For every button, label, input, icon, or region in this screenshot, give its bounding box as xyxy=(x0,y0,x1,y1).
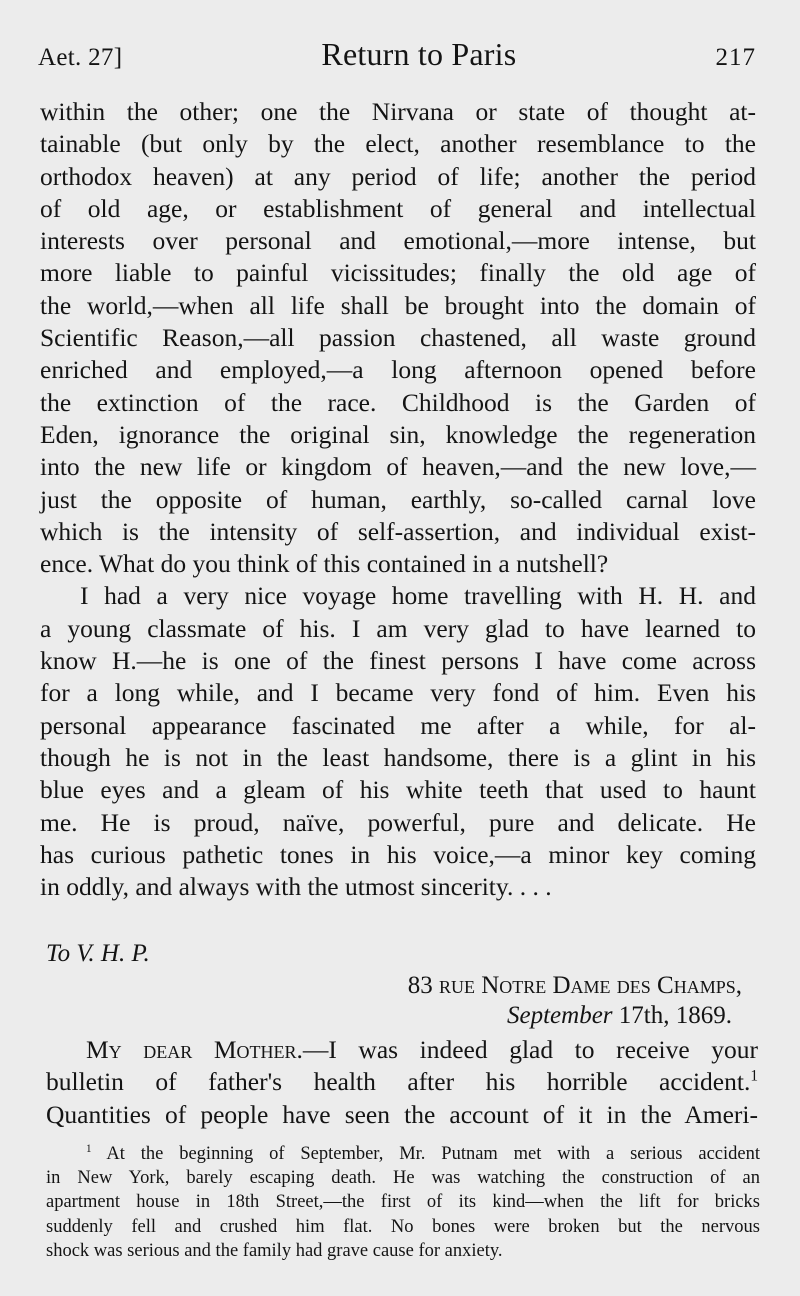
main-text xyxy=(40,96,756,903)
text-line: more liable to painful vicissitudes; finally the old age of xyxy=(40,258,756,288)
text-line: within the other; one the Nirvana or state of thought at- xyxy=(40,97,756,126)
paragraph-2 xyxy=(40,580,756,903)
running-head xyxy=(38,36,756,73)
text-line: blue eyes and a gleam of his white teeth that used to haunt xyxy=(40,775,756,805)
letter-recipient: To V. H. P. xyxy=(46,940,150,967)
running-head-title: Return to Paris xyxy=(321,36,517,72)
text-line: in oddly, and always with the utmost sincerity. . . . xyxy=(40,872,552,902)
text-line: a young classmate of his. I am very glad to have learned to xyxy=(40,613,756,643)
text-line: of old age, or establishment of general and intellectual xyxy=(40,193,756,223)
text-line: for a long while, and I became very fond of him. Even his xyxy=(40,678,756,708)
text-line: me. He is proud, naïve, powerful, pure and delicate. He xyxy=(40,807,756,837)
letter-body xyxy=(46,1034,758,1131)
footnote-reference: 1 xyxy=(750,1067,758,1085)
text-line: know H.—he is one of the finest persons I have come across xyxy=(40,646,756,676)
letter-line-text: bulletin of father's health after his horrible accident. xyxy=(46,1067,751,1097)
text-line: Quantities of people have seen the account of it in the Ameri- xyxy=(46,1099,758,1129)
text-line xyxy=(46,1034,758,1066)
text-line: enriched and employed,—a long afternoon opened before xyxy=(40,355,756,385)
page-number: 217 xyxy=(715,44,756,71)
footnote-line-text: At the beginning of September, Mr. Putnam met with a serious accident xyxy=(106,1144,760,1164)
text-line: which is the intensity of self-assertion, and individual exist- xyxy=(40,516,756,546)
footnote-line: apartment house in 18th Street,—the first of its kind—when the lift for bricks xyxy=(46,1192,760,1213)
letter-address: 83 rue Notre Dame des Champs, xyxy=(407,972,742,999)
running-head-age: Aet. 27] xyxy=(38,44,123,71)
footnote-line: shock was serious and the family had grave cause for anxiety. xyxy=(46,1240,503,1261)
footnote-line: suddenly fell and crushed him flat. No bones were broken but the nervous xyxy=(46,1216,760,1237)
text-line: though he is not in the least handsome, there is a glint in his xyxy=(40,742,756,772)
text-line: orthodox heaven) at any period of life; another the period xyxy=(40,161,756,191)
date-rest: 17th, 1869. xyxy=(612,1002,732,1029)
text-line: has curious pathetic tones in his voice,—a minor key coming xyxy=(40,839,756,869)
text-line: tainable (but only by the elect, another resemblance to the xyxy=(40,129,756,159)
text-line: just the opposite of human, earthly, so-called carnal love xyxy=(40,484,756,514)
paragraph-1 xyxy=(40,96,756,580)
footnote-marker: 1 xyxy=(86,1142,92,1155)
text-line: I had a very nice voyage home travelling with H. H. and xyxy=(80,581,756,611)
letter-opening-text: —I was indeed glad to receive your xyxy=(302,1035,758,1064)
text-line: personal appearance fascinated me after a while, for al- xyxy=(40,710,756,740)
letter-heading xyxy=(46,940,758,1034)
salutation: My dear Mother. xyxy=(86,1035,303,1064)
text-line: Scientific Reason,—all passion chastened, all waste ground xyxy=(40,323,756,353)
text-line: ence. What do you think of this contained in a nutshell? xyxy=(40,549,609,579)
text-line: into the new life or kingdom of heaven,—and the new love,— xyxy=(40,452,756,482)
letter-date xyxy=(46,1002,758,1034)
text-line: the world,—when all life shall be brought into the domain of xyxy=(40,290,756,320)
footnote-line: in New York, barely escaping death. He was watching the construction of an xyxy=(46,1168,760,1189)
text-line: interests over personal and emotional,—more intense, but xyxy=(40,226,756,256)
footnote xyxy=(46,1142,760,1263)
text-line: the extinction of the race. Childhood is the Garden of xyxy=(40,387,756,417)
text-line: Eden, ignorance the original sin, knowledge the regeneration xyxy=(40,419,756,449)
date-month: September xyxy=(507,1002,613,1029)
text-line xyxy=(46,1066,758,1098)
footnote-line xyxy=(46,1142,760,1166)
